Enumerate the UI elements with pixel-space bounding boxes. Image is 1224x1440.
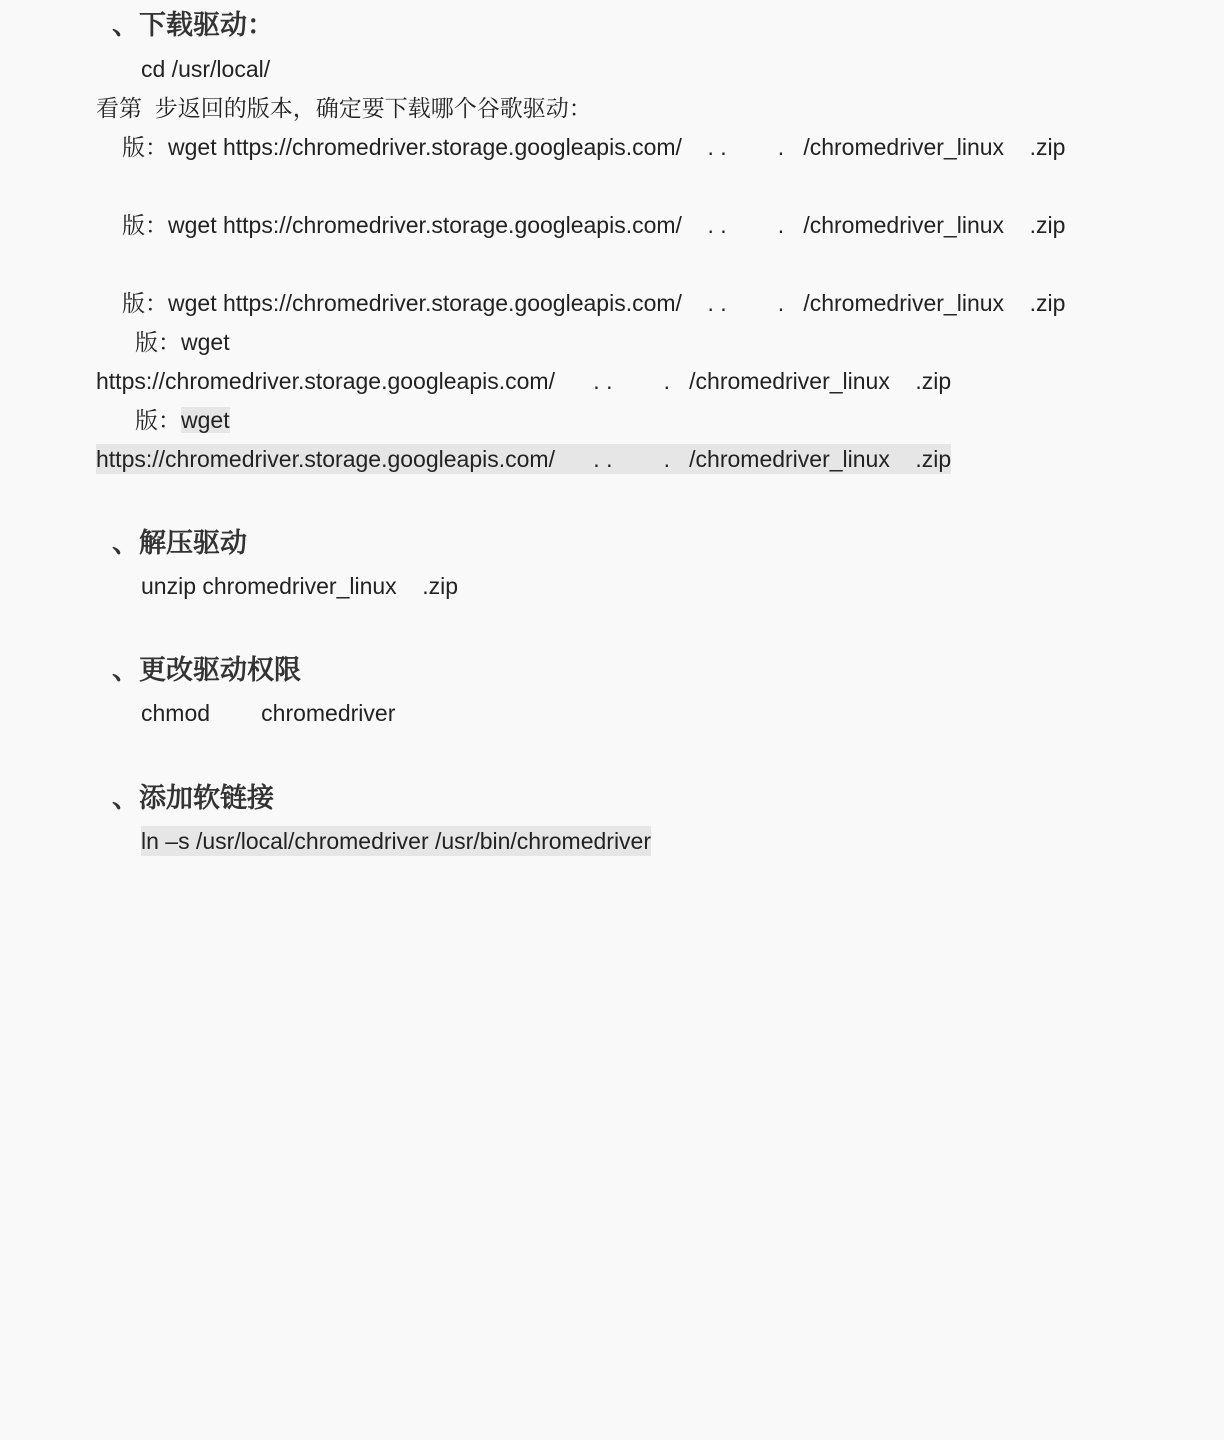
version-prefix: 版：: [135, 407, 181, 433]
wget-command-selected: wget: [181, 407, 230, 433]
wget-command: wget: [181, 329, 230, 355]
download-line-5-url-selected: https://chromedriver.storage.googleapis.com/ . . . /chromedriver_linux .zip: [96, 446, 952, 472]
download-line-4-head: [135, 327, 230, 357]
download-line-4-url: https://chromedriver.storage.googleapis.com/ . . . /chromedriver_linux .zip: [96, 368, 952, 394]
version-note: 看第 步返回的版本，确定要下载哪个谷歌驱动：: [96, 95, 592, 121]
version-prefix: 版：: [135, 329, 181, 355]
download-line-3: 版：wget https://chromedriver.storage.googleapis.com/ . . . /chromedriver_linux .zip: [122, 290, 1066, 316]
unzip-command: unzip chromedriver_linux .zip: [141, 573, 459, 599]
download-line-1: 版：wget https://chromedriver.storage.googleapis.com/ . . . /chromedriver_linux .zip: [122, 134, 1066, 160]
change-permission-heading: 、更改驱动权限: [112, 655, 301, 685]
unzip-driver-heading: 、解压驱动: [112, 528, 247, 558]
chmod-command: chmod chromedriver: [141, 700, 396, 726]
ln-command: ln –s /usr/local/chromedriver /usr/bin/chromedriver: [141, 828, 652, 854]
add-symlink-heading: 、添加软链接: [112, 783, 274, 813]
download-line-2: 版：wget https://chromedriver.storage.googleapis.com/ . . . /chromedriver_linux .zip: [122, 212, 1066, 238]
download-driver-heading: 、下载驱动：: [112, 10, 274, 40]
cd-command: cd /usr/local/: [141, 56, 271, 82]
download-line-5-head: [135, 405, 230, 435]
